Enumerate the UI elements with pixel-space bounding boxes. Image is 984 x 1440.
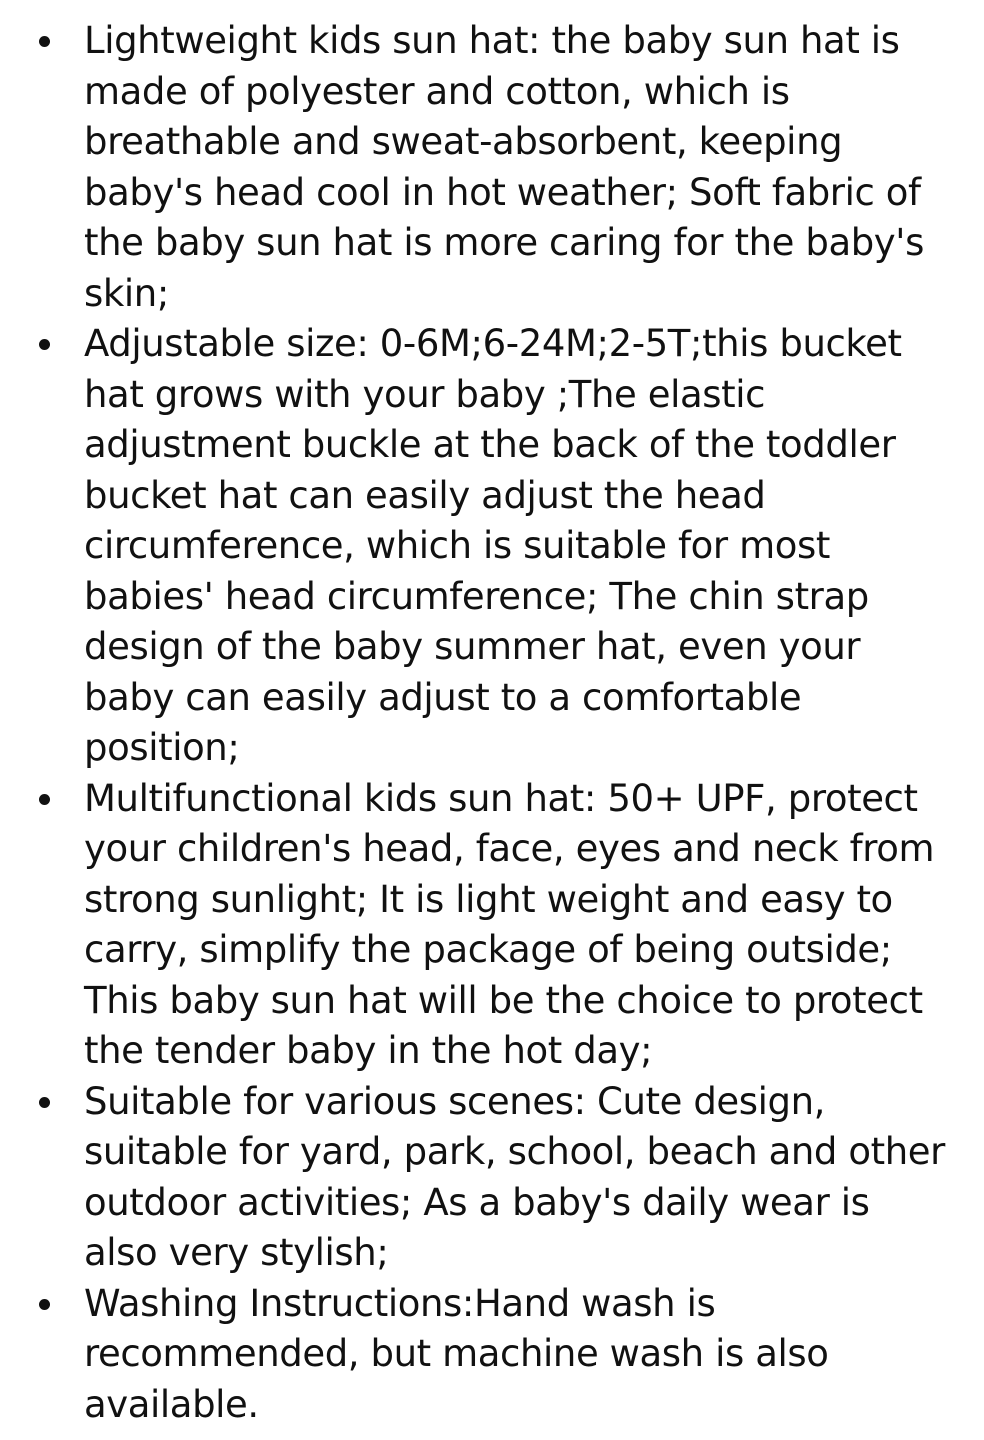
bullet-icon (39, 1299, 50, 1310)
feature-text: Washing Instructions:Hand wash is recommended, but machine wash is also available. (84, 1281, 829, 1426)
feature-text: Lightweight kids sun hat: the baby sun hat is made of polyester and cotton, which is breathable and sweat-absorbent, keeping baby's head cool in hot weather; Soft fabric of the baby sun hat is more caring for the baby's skin; (84, 19, 924, 315)
feature-item-adjustable-size (84, 319, 948, 774)
bullet-icon (39, 1097, 50, 1108)
bullet-icon (39, 794, 50, 805)
feature-item-various-scenes (84, 1077, 948, 1279)
bullet-icon (39, 36, 50, 47)
bullet-icon (39, 339, 50, 350)
feature-item-multifunctional (84, 774, 948, 1077)
feature-text: Multifunctional kids sun hat: 50+ UPF, protect your children's head, face, eyes and neck from strong sunlight; It is light weight and easy to carry, simplify the package of being outside; This baby sun hat will be the choice to protect the tender baby in the hot day; (84, 776, 935, 1072)
feature-text: Suitable for various scenes: Cute design, suitable for yard, park, school, beach and other outdoor activities; As a baby's daily wear is also very stylish; (84, 1079, 945, 1274)
feature-item-washing-instructions (84, 1279, 948, 1431)
feature-item-lightweight (84, 16, 948, 319)
feature-text: Adjustable size: 0-6M;6-24M;2-5T;this bucket hat grows with your baby ;The elastic adjustment buckle at the back of the toddler bucket hat can easily adjust the head circumference, which is suitable for most babies' head circumference; The chin strap design of the baby summer hat, even your baby can easily adjust to a comfortable position; (84, 322, 902, 769)
